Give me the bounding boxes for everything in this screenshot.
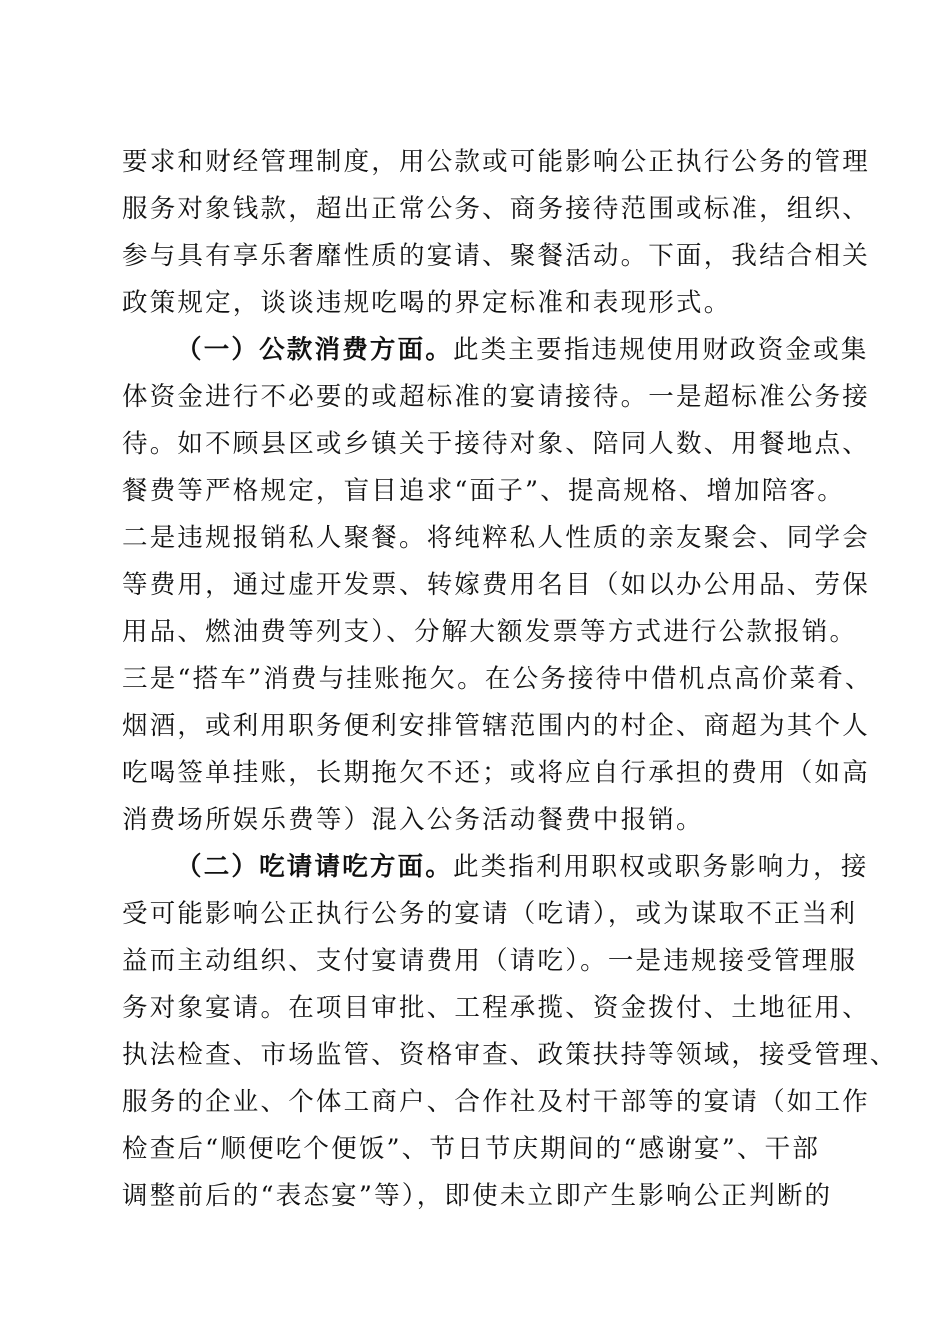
text-line: 服务的企业、个体工商户、合作社及村干部等的宴请（如工作 [122,1087,870,1117]
text-line: 要求和财经管理制度，用公款或可能影响公正执行公务的管理 [122,147,870,177]
text-line: 待。如不顾县区或乡镇关于接待对象、陪同人数、用餐地点、 [122,429,870,459]
text-line: 执法检查、市场监管、资格审查、政策扶持等领域，接受管理、 [122,1040,898,1070]
text-line: 务对象宴请。在项目审批、工程承揽、资金拨付、土地征用、 [122,993,870,1023]
text-line: 体资金进行不必要的或超标准的宴请接待。一是超标准公务接 [122,382,870,412]
text-line: 吃喝签单挂账，长期拖欠不还；或将应自行承担的费用（如高 [122,758,870,788]
text-line: 受可能影响公正执行公务的宴请（吃请），或为谋取不正当利 [122,899,858,929]
section-1-first-line [176,335,869,365]
section-2-first-line [176,852,869,882]
section-2-first-line-text: 此类指利用职权或职务影响力，接 [453,852,869,882]
text-line: 二是违规报销私人聚餐。将纯粹私人性质的亲友聚会、同学会 [122,523,870,553]
text-line: 烟酒，或利用职务便利安排管辖范围内的村企、商超为其个人 [122,711,870,741]
text-line: 用品、燃油费等列支）、分解大额发票等方式进行公款报销。 [122,617,858,647]
text-line: 消费场所娱乐费等）混入公务活动餐费中报销。 [122,805,704,835]
text-line: 政策规定，谈谈违规吃喝的界定标准和表现形式。 [122,288,732,318]
section-1-first-line-text: 此类主要指违规使用财政资金或集 [453,335,869,365]
text-line: 等费用，通过虚开发票、转嫁费用名目（如以办公用品、劳保 [122,570,870,600]
section-2-heading: （二）吃请请吃方面。 [176,852,454,882]
text-line: 检查后“顺便吃个便饭”、节日节庆期间的“感谢宴”、干部 [122,1134,821,1164]
text-line: 三是“搭车”消费与挂账拖欠。在公务接待中借机点高价菜肴、 [122,664,873,694]
text-line: 益而主动组织、支付宴请费用（请吃）。一是违规接受管理服 [122,946,858,976]
text-line: 参与具有享乐奢靡性质的宴请、聚餐活动。下面，我结合相关 [122,241,870,271]
text-line: 服务对象钱款，超出正常公务、商务接待范围或标准，组织、 [122,194,870,224]
text-line: 餐费等严格规定，盲目追求“面子”、提高规格、增加陪客。 [122,476,845,506]
section-1-heading: （一）公款消费方面。 [176,335,454,365]
text-line: 调整前后的“表态宴”等），即使未立即产生影响公正判断的 [122,1181,833,1211]
